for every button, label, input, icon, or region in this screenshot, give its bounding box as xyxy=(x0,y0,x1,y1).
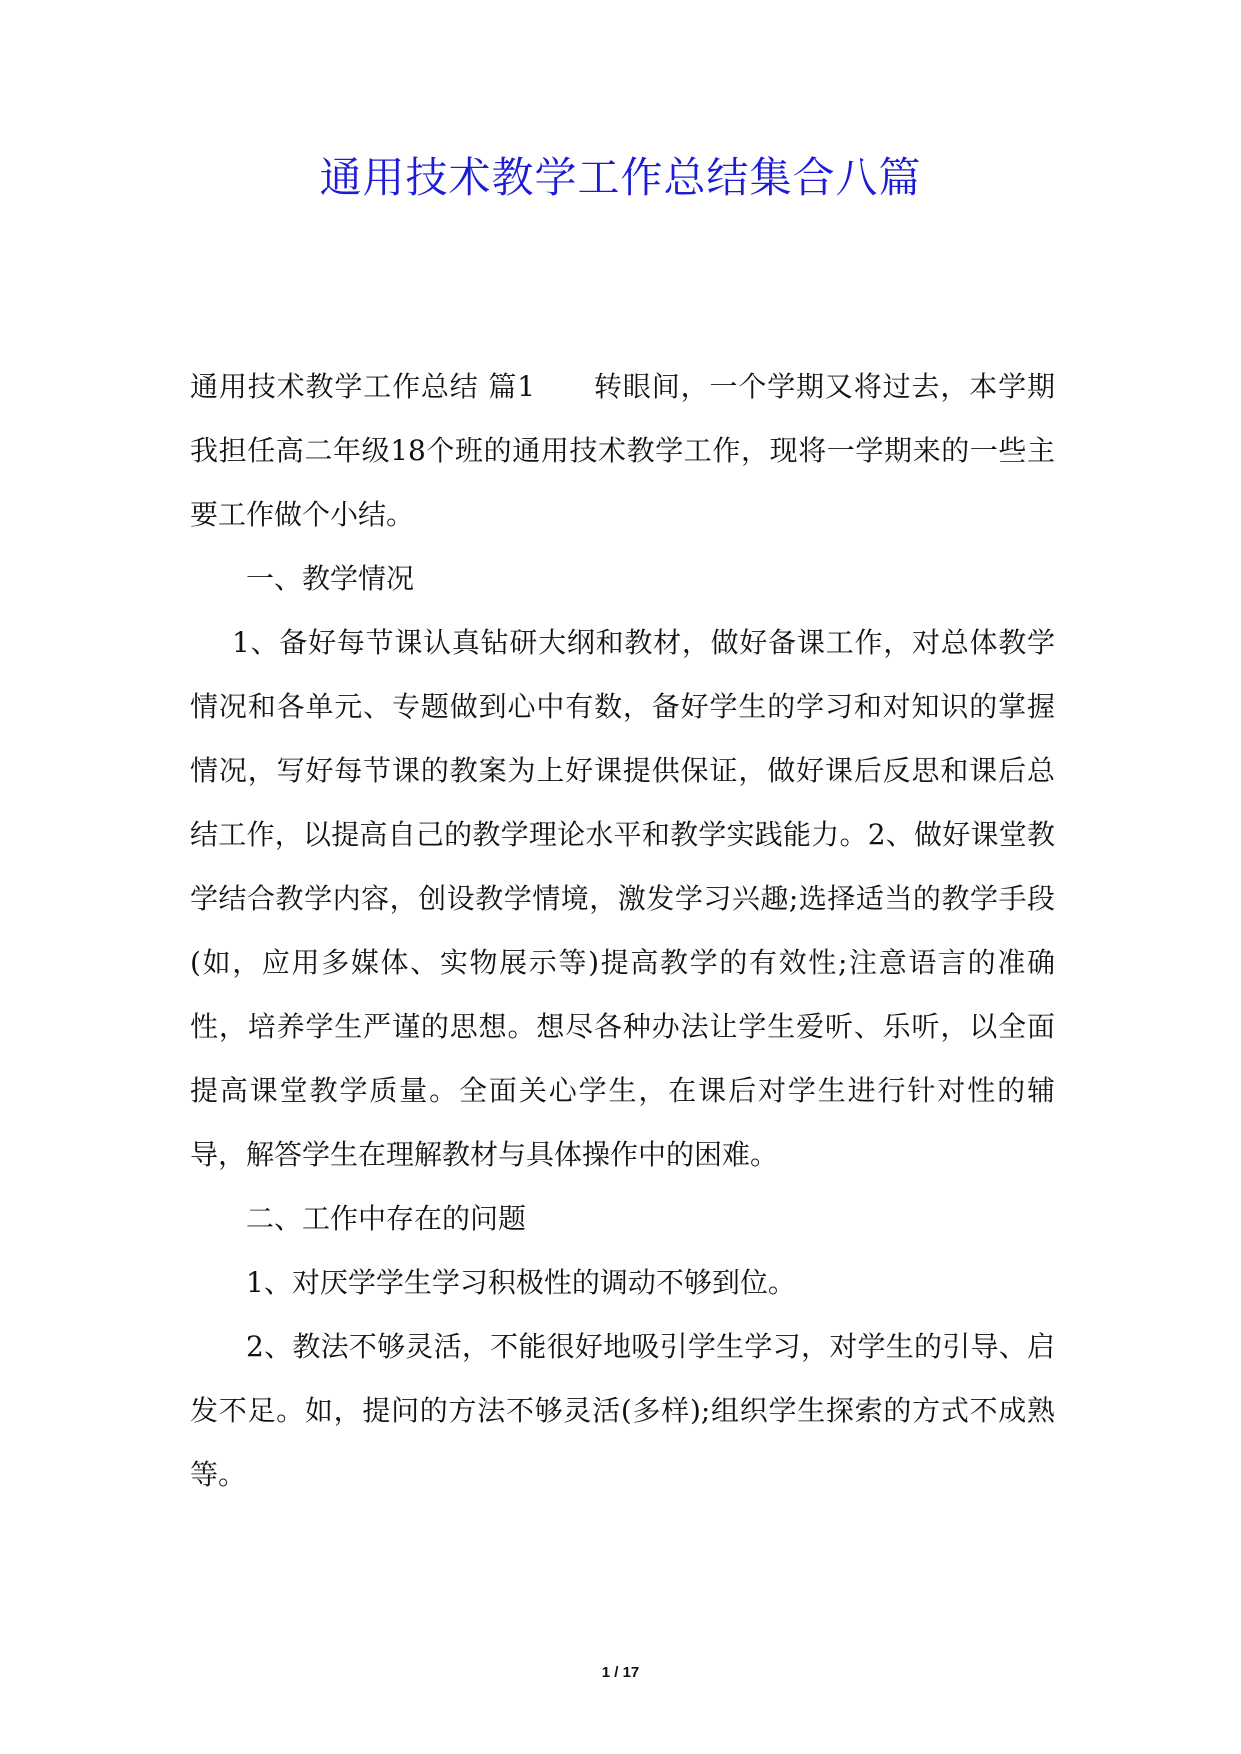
document-title: 通用技术教学工作总结集合八篇 xyxy=(319,153,922,202)
page-number: 1 / 17 xyxy=(601,1664,640,1681)
section1-paragraph: 1、备好每节课认真钻研大纲和教材，做好备课工作，对总体教学情况和各单元、专题做到心中有数，备好学生的学习和对知识的掌握情况，写好每节课的教案为上好课提供保证，做好课后反思和课后总结工作，以提高自己的教学理论水平和教学实践能力。2、做好课堂教学结合教学内容，创设教学情境，激发学习兴趣;选择适当的教学手段(如，应用多媒体、实物展示等)提高教学的有效性;注意语言的准确性，培养学生严谨的思想。想尽各种办法让学生爱听、乐听，以全面提高课堂教学质量。全面关心学生，在课后对学生进行针对性的辅导，解答学生在理解教材与具体操作中的困难。 xyxy=(190,626,1055,1171)
section1-heading: 一、教学情况 xyxy=(246,562,415,595)
section2-item-2: 2、教法不够灵活，不能很好地吸引学生学习，对学生的引导、启发不足。如，提问的方法不够灵活(多样);组织学生探索的方式不成熟等。 xyxy=(190,1330,1055,1491)
intro-text: 转眼间，一个学期又将过去，本学期我担任高二年级18个班的通用技术教学工作，现将一学期来的一些主要工作做个小结。 xyxy=(190,370,1055,531)
intro-heading: 通用技术教学工作总结 篇1 xyxy=(190,370,536,403)
intro-paragraph xyxy=(190,355,1055,547)
section2-item-1: 1、对厌学学生学习积极性的调动不够到位。 xyxy=(246,1266,796,1299)
section2-heading: 二、工作中存在的问题 xyxy=(246,1202,527,1235)
document-body xyxy=(190,355,1055,1507)
